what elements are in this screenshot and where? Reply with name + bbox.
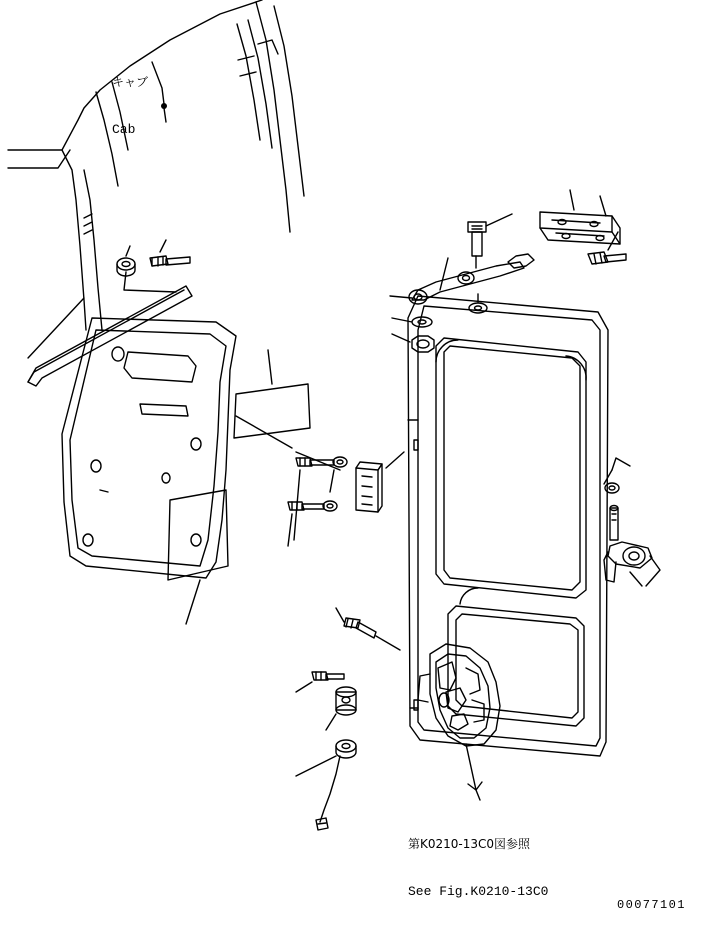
- cab-label-jp: キャブ: [112, 74, 149, 89]
- leader-bolt-4: [288, 514, 292, 546]
- seal-cord: [320, 756, 340, 822]
- bolt: [468, 222, 486, 256]
- leader-hinge-plate-2: [600, 196, 606, 216]
- drawing-number: 00077101: [617, 898, 686, 912]
- leader-washer-4: [612, 458, 630, 470]
- leader-bracket: [386, 452, 404, 468]
- bolt: [150, 256, 190, 266]
- pin: [610, 506, 618, 541]
- leader-nut-1: [392, 334, 410, 342]
- leader-bolt-5: [336, 608, 344, 622]
- leader-latch: [466, 744, 480, 800]
- hinge-plate: [540, 212, 620, 244]
- leader-washer-5: [296, 756, 336, 776]
- bolt: [312, 672, 344, 680]
- leader-washer-2: [392, 318, 412, 322]
- leader-bolt-6: [296, 682, 312, 692]
- bolt: [344, 618, 376, 638]
- leader-bolt-top: [486, 214, 512, 226]
- washer: [333, 457, 347, 467]
- leader-spacer: [326, 714, 336, 730]
- leader-glass-lower: [186, 580, 200, 624]
- see-fig-label-jp: 第K0210-13C0図参照: [408, 836, 531, 851]
- see-fig-label-en: See Fig.K0210-13C0: [408, 884, 549, 899]
- leader-cab: [152, 62, 164, 104]
- see-fig-label: [408, 804, 548, 926]
- nut: [412, 336, 434, 352]
- leader-bolt-3: [294, 470, 300, 540]
- cab-label-en: Cab: [112, 122, 136, 137]
- leader-link-pin: [440, 258, 448, 290]
- leader-hinge-plate: [570, 190, 574, 210]
- washer: [412, 317, 432, 327]
- leader-glass-upper: [268, 350, 272, 384]
- leader-washer-1: [126, 246, 130, 256]
- washer: [323, 501, 337, 511]
- bolt: [588, 252, 626, 264]
- washer: [336, 740, 356, 758]
- bolt: [288, 502, 324, 510]
- leader-washer-3: [330, 470, 334, 492]
- door-frame: [408, 296, 608, 756]
- leader-bolt-5b: [376, 636, 400, 650]
- bracket-plate: [356, 462, 382, 512]
- bolt: [414, 440, 418, 450]
- cab-roof-outline: [8, 0, 304, 330]
- door-inner-panel: [62, 318, 236, 578]
- spacer: [336, 687, 356, 715]
- cab-label: [112, 42, 148, 171]
- window-glass-upper: [234, 384, 310, 438]
- leader-bolt-1: [160, 240, 166, 252]
- guide-rail: [28, 286, 192, 386]
- door-striker: [604, 542, 652, 582]
